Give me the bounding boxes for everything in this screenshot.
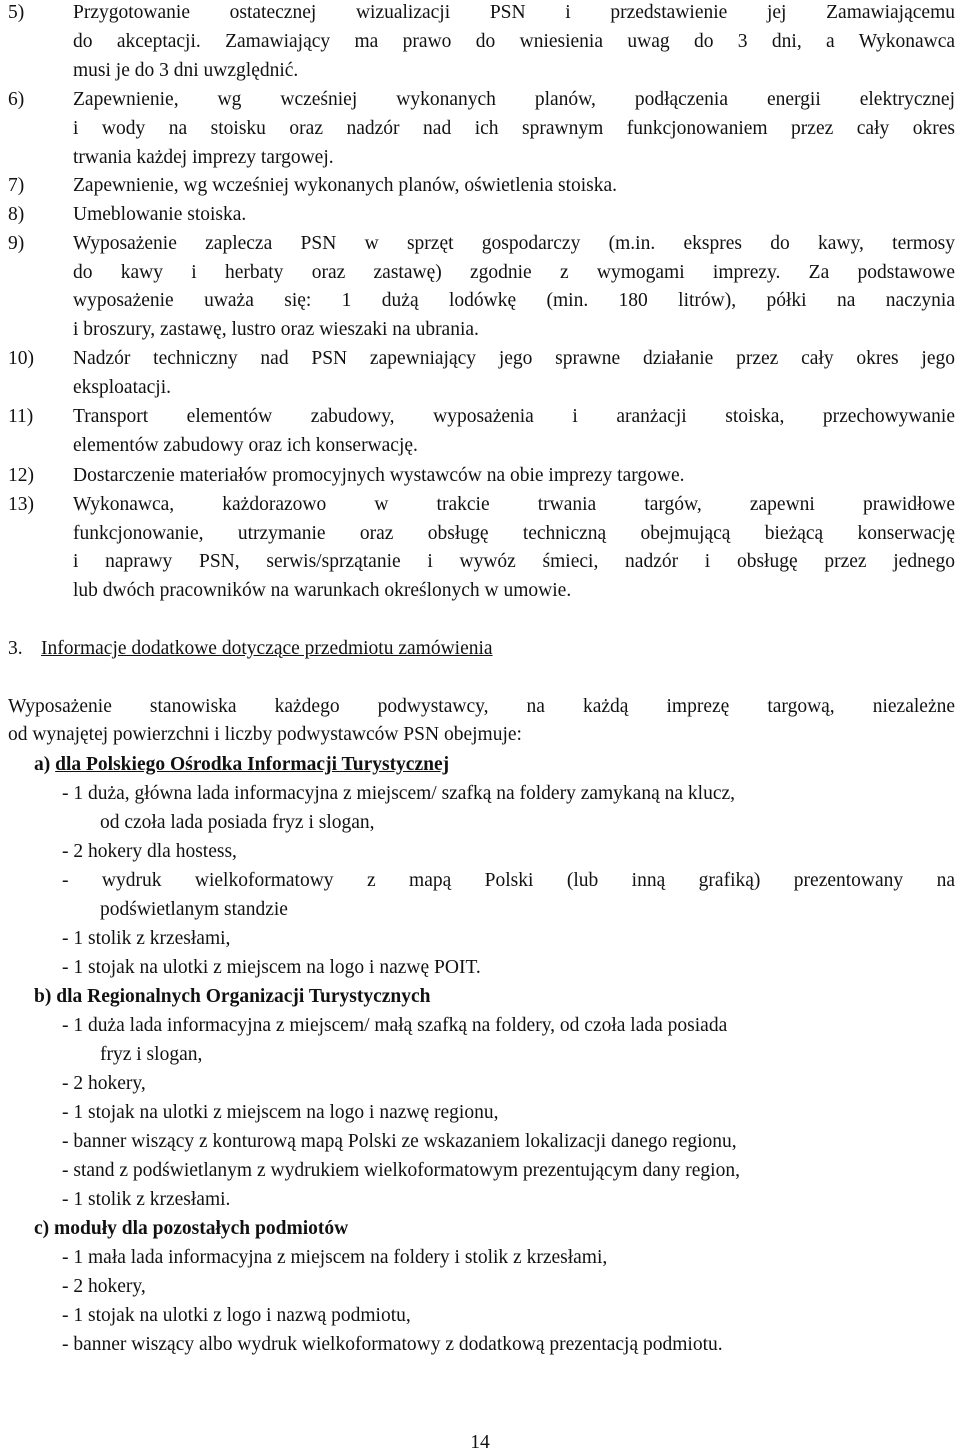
group-item-line: - 1 stojak na ulotki z logo i nazwą podmiotu, <box>62 1305 411 1326</box>
list-item-number: 13) <box>8 494 34 515</box>
list-item-number: 12) <box>8 465 34 486</box>
group-heading-text: moduły dla pozostałych podmiotów <box>54 1218 349 1239</box>
list-item-number: 6) <box>8 89 25 110</box>
list-item-number: 10) <box>8 348 34 369</box>
group-item-line: - stand z podświetlanym z wydrukiem wielkoformatowym prezentującym dany region, <box>62 1160 740 1181</box>
list-item-line: Nadzór techniczny nad PSN zapewniający jego sprawne działanie przez cały okres jego <box>73 348 955 369</box>
group-item-line: - 1 stojak na ulotki z miejscem na logo i nazwę POIT. <box>62 957 481 978</box>
list-item-line: Wyposażenie zaplecza PSN w sprzęt gospodarczy (m.in. ekspres do kawy, termosy <box>73 233 955 254</box>
group-item-line: - 1 stolik z krzesłami. <box>62 1189 231 1210</box>
page-number: 14 <box>470 1432 490 1453</box>
list-item-line: do kawy i herbaty oraz zastawę) zgodnie z wymogami imprezy. Za podstawowe <box>73 262 955 283</box>
group-item-line: - 1 duża, główna lada informacyjna z miejscem/ szafką na foldery zamykaną na klucz, <box>62 783 735 804</box>
section-number: 3. <box>8 638 23 659</box>
group-item-line: - banner wiszący albo wydruk wielkoformatowy z dodatkową prezentacją podmiotu. <box>62 1334 723 1355</box>
list-item-line: Transport elementów zabudowy, wyposażenia i aranżacji stoiska, przechowywanie <box>73 406 955 427</box>
list-item-line: Wykonawca, każdorazowo w trakcie trwania targów, zapewni prawidłowe <box>73 494 955 515</box>
list-item-line: elementów zabudowy oraz ich konserwację. <box>73 435 418 456</box>
list-item-line: musi je do 3 dni uwzględnić. <box>73 60 299 81</box>
group-heading <box>34 982 431 1011</box>
list-item-line: lub dwóch pracowników na warunkach określonych w umowie. <box>73 580 572 601</box>
list-item-line: Zapewnienie, wg wcześniej wykonanych planów, podłączenia energii elektrycznej <box>73 89 955 110</box>
group-heading <box>34 750 449 779</box>
list-item-line: i broszury, zastawę, lustro oraz wieszaki na ubrania. <box>73 319 479 340</box>
list-item-line: i wody na stoisku oraz nadzór nad ich sprawnym funkcjonowaniem przez cały okres <box>73 118 955 139</box>
list-item-line: wyposażenie uważa się: 1 dużą lodówkę (min. 180 litrów), półki na naczynia <box>73 290 955 311</box>
group-heading-prefix: a) <box>34 754 51 775</box>
group-heading-text: dla Polskiego Ośrodka Informacji Turystycznej <box>55 754 450 775</box>
group-item-line: - 1 stolik z krzesłami, <box>62 928 231 949</box>
group-heading-text: dla Regionalnych Organizacji Turystycznych <box>56 986 431 1007</box>
group-item-line: - 1 mała lada informacyjna z miejscem na foldery i stolik z krzesłami, <box>62 1247 608 1268</box>
intro-line: Wyposażenie stanowiska każdego podwystawcy, na każdą imprezę targową, niezależne <box>8 696 955 717</box>
list-item-line: eksploatacji. <box>73 377 172 398</box>
list-item-line: Zapewnienie, wg wcześniej wykonanych planów, oświetlenia stoiska. <box>73 175 618 196</box>
group-heading-prefix: b) <box>34 986 52 1007</box>
group-heading <box>34 1214 348 1243</box>
group-item-line: od czoła lada posiada fryz i slogan, <box>100 812 375 833</box>
list-item-number: 9) <box>8 233 25 254</box>
group-item-line: - 1 stojak na ulotki z miejscem na logo i nazwę regionu, <box>62 1102 499 1123</box>
list-item-line: trwania każdej imprezy targowej. <box>73 147 334 168</box>
list-item-line: i naprawy PSN, serwis/sprzątanie i wywóz śmieci, nadzór i obsługę przez jednego <box>73 551 955 572</box>
group-item-line: - banner wiszący z konturową mapą Polski ze wskazaniem lokalizacji danego regionu, <box>62 1131 737 1152</box>
list-item-number: 11) <box>8 406 34 427</box>
group-item-line: - 2 hokery, <box>62 1276 146 1297</box>
list-item-number: 8) <box>8 204 25 225</box>
group-heading-prefix: c) <box>34 1218 50 1239</box>
list-item-line: Dostarczenie materiałów promocyjnych wystawców na obie imprezy targowe. <box>73 465 685 486</box>
group-item-line: - 1 duża lada informacyjna z miejscem/ małą szafką na foldery, od czoła lada posiada <box>62 1015 728 1036</box>
list-item-line: Przygotowanie ostatecznej wizualizacji PSN i przedstawienie jej Zamawiającemu <box>73 2 955 23</box>
list-item-number: 5) <box>8 2 25 23</box>
section-title: Informacje dodatkowe dotyczące przedmiotu zamówienia <box>41 638 493 659</box>
list-item-line: do akceptacji. Zamawiający ma prawo do wniesienia uwag do 3 dni, a Wykonawca <box>73 31 955 52</box>
group-item-line: - 2 hokery dla hostess, <box>62 841 237 862</box>
group-item-line: fryz i slogan, <box>100 1044 203 1065</box>
group-item-line: - wydruk wielkoformatowy z mapą Polski (lub inną grafiką) prezentowany na <box>62 870 955 891</box>
list-item-line: Umeblowanie stoiska. <box>73 204 247 225</box>
group-item-line: - 2 hokery, <box>62 1073 146 1094</box>
intro-line: od wynajętej powierzchni i liczby podwystawców PSN obejmuje: <box>8 724 522 745</box>
list-item-line: funkcjonowanie, utrzymanie oraz obsługę techniczną obejmującą bieżącą konserwację <box>73 523 955 544</box>
list-item-number: 7) <box>8 175 25 196</box>
group-item-line: podświetlanym standzie <box>100 899 288 920</box>
